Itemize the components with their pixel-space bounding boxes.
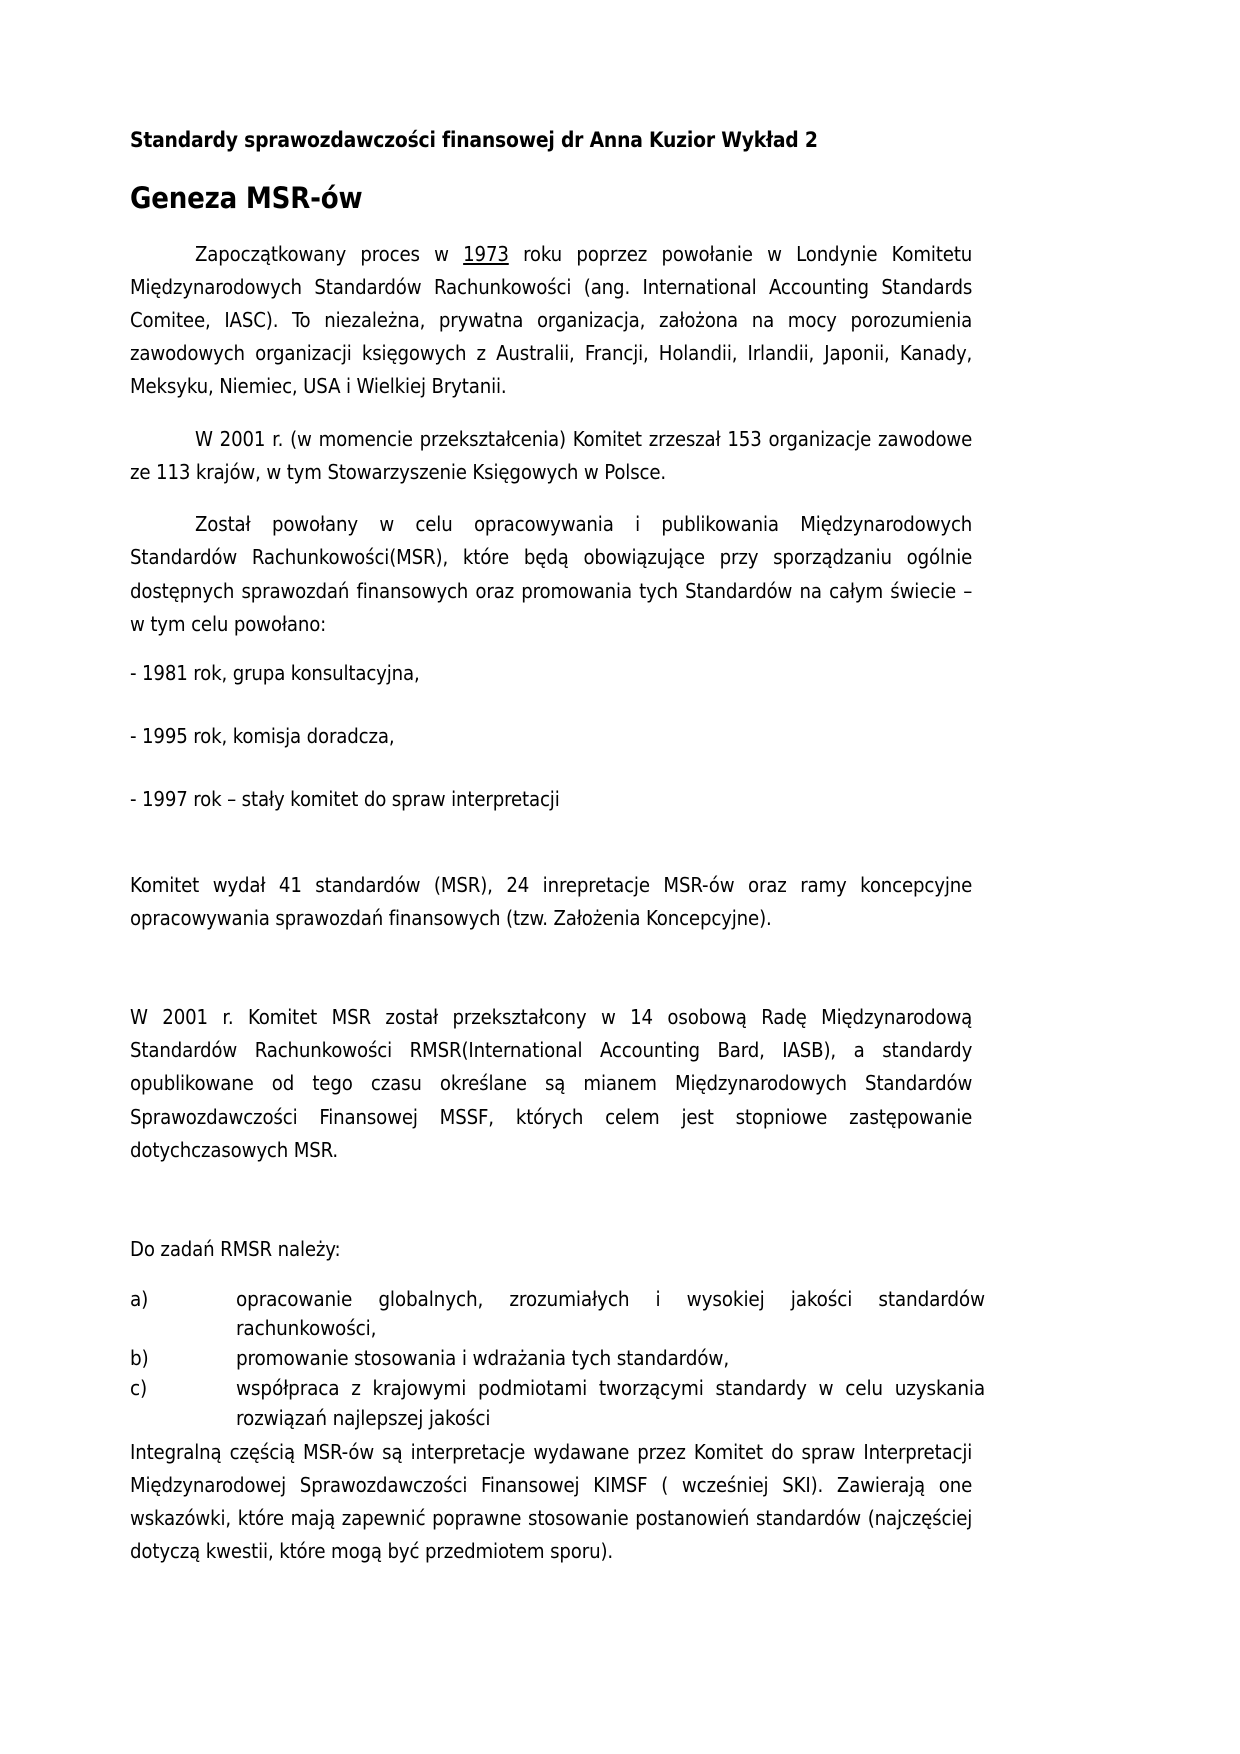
list-item-label: współpraca z krajowymi podmiotami tworzącymi standardy w celu uzyskania rozwiązań najlepszej jakości: [236, 1376, 985, 1430]
list-item-label: promowanie stosowania i wdrażania tych standardów,: [236, 1346, 730, 1371]
paragraph-purpose: Został powołany w celu opracowywania i publikowania Międzynarodowych Standardów Rachunkowości(MSR), które będą obowiązujące przy sporządzaniu ogólnie dostępnych sprawozdań finansowych oraz promowania tych Standardów na całym świecie – w tym celu powołano:: [130, 512, 973, 636]
paragraph-interpretations: Integralną częścią MSR-ów są interpretacje wydawane przez Komitet do spraw Interpretacji Międzynarodowej Sprawozdawczości Finansowej KIMSF ( wcześniej SKI). Zawierają one wskazówki, które mają zapewnić poprawne stosowanie postanowień standardów (najczęściej dotyczą kwestii, które mogą być przedmiotem sporu).: [130, 1439, 973, 1564]
paragraph-standards-issued: Komitet wydał 41 standardów (MSR), 24 inrepretacje MSR-ów oraz ramy koncepcyjne opracowywania sprawozdań finansowych (tzw. Założenia Koncepcyjne).: [130, 872, 973, 930]
paragraph-2001-members: W 2001 r. (w momencie przekształcenia) Komitet zrzeszał 153 organizacje zawodowe ze 113 krajów, w tym Stowarzyszenie Księgowych w Polsce.: [130, 426, 973, 484]
dash-item-1995: - 1995 rok, komisja doradcza,: [130, 724, 395, 749]
list-item-marker: c): [130, 1376, 148, 1401]
section-heading: Geneza MSR-ów: [130, 180, 363, 215]
list-item-marker: b): [130, 1346, 149, 1371]
document-body: [130, 128, 985, 1588]
list-item: [130, 1344, 985, 1373]
document-title: Standardy sprawozdawczości finansowej dr Anna Kuzior Wykład 2: [130, 128, 818, 153]
founding-year: 1973: [463, 241, 509, 266]
paragraph-origins: [130, 238, 972, 404]
dash-item-1981: - 1981 rok, grupa konsultacyjna,: [130, 660, 420, 685]
list-item-marker: a): [130, 1287, 149, 1312]
paragraph-origins-part1: Zapoczątkowany proces w: [195, 241, 464, 266]
paragraph-tasks-intro: Do zadań RMSR należy:: [130, 1236, 341, 1261]
paragraph-2001-transformation: W 2001 r. Komitet MSR został przekształcony w 14 osobową Radę Międzynarodową Standardów Rachunkowości RMSR(International Accounting Bard, IASB), a standardy opublikowane od tego czasu określane są mianem Międzynarodowych Standardów Sprawozdawczości Finansowej MSSF, których celem jest stopniowe zastępowanie dotychczasowych MSR.: [130, 1004, 973, 1162]
list-item: [130, 1285, 985, 1343]
tasks-list: [130, 1285, 985, 1433]
paragraph-origins-part2: roku poprzez powołanie w Londynie Komitetu Międzynarodowych Standardów Rachunkowości (ang. International Accounting Standards Comitee, IASC). To niezależna, prywatna organizacja, założona na mocy porozumienia zawodowych organizacji księgowych z Australii, Francji, Holandii, Irlandii, Japonii, Kanady, Meksyku, Niemiec, USA i Wielkiej Brytanii.: [130, 241, 973, 399]
list-item: [130, 1374, 985, 1432]
dash-item-1997: - 1997 rok – stały komitet do spraw interpretacji: [130, 787, 560, 812]
list-item-label: opracowanie globalnych, zrozumiałych i wysokiej jakości standardów rachunkowości,: [236, 1287, 985, 1341]
